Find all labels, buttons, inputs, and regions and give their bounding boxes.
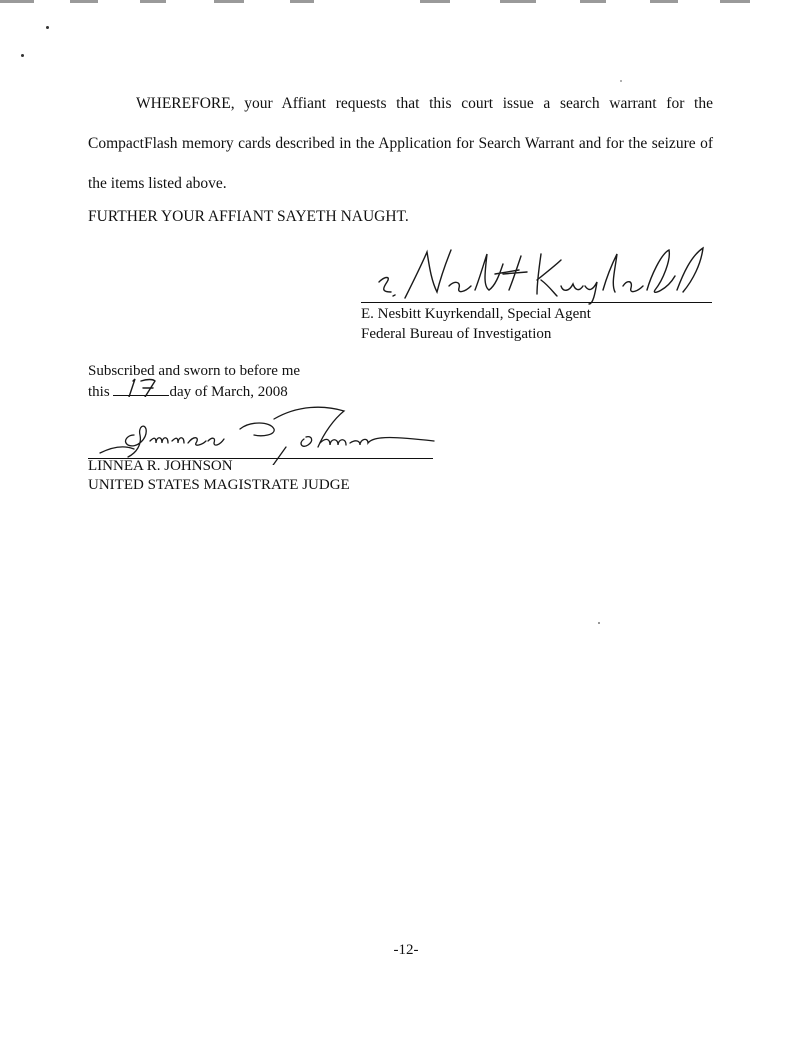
oath-line-2	[88, 381, 300, 402]
page-number: -12-	[393, 942, 419, 958]
scan-speck	[620, 80, 622, 82]
judge-signature	[98, 405, 438, 465]
oath-date-rest: day of March, 2008	[169, 384, 288, 400]
affiant-signature-line	[361, 302, 712, 303]
scan-edge	[0, 0, 812, 6]
oath-block	[88, 362, 300, 402]
scan-speck	[21, 54, 24, 57]
scan-speck	[598, 622, 600, 624]
affiant-signature-block	[361, 250, 721, 350]
judge-title: UNITED STATES MAGISTRATE JUDGE	[88, 477, 350, 493]
judge-name: LINNEA R. JOHNSON	[88, 458, 233, 474]
oath-line-1: Subscribed and sworn to before me	[88, 363, 301, 379]
scan-speck	[46, 26, 49, 29]
wherefore-paragraph	[88, 84, 713, 204]
oath-day-field	[113, 381, 169, 396]
closing-statement: FURTHER YOUR AFFIANT SAYETH NAUGHT.	[88, 208, 409, 225]
oath-day-handwritten	[113, 375, 169, 397]
affiant-signature	[371, 246, 711, 306]
affiant-agency: Federal Bureau of Investigation	[361, 326, 552, 342]
affiant-name-title: E. Nesbitt Kuyrkendall, Special Agent	[361, 306, 591, 322]
wherefore-text: WHEREFORE, your Affiant requests that this court issue a search warrant for the CompactFlash memory cards described in the Application for Search Warrant and for the seizure of the items listed above.	[88, 95, 713, 192]
oath-this-label: this	[88, 384, 110, 400]
